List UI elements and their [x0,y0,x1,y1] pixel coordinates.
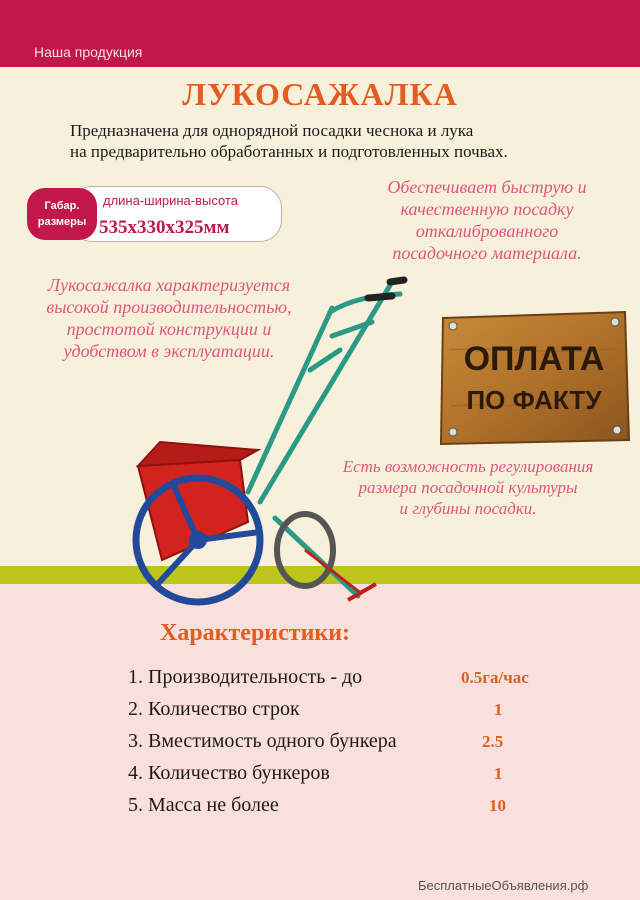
note-fast-planting [356,176,618,264]
spec-label: 5. Масса не более [128,794,279,816]
note-line: и глубины посадки. [399,499,537,518]
specs-title: Характеристики: [160,620,351,646]
note-line: высокой производительностью, [46,297,292,317]
note-line: посадочного материала. [392,243,582,263]
note-line: простотой конструкции и [66,319,272,339]
note-line: размера посадочной культуры [358,478,578,497]
note-adjustment [300,456,636,519]
note-line: Есть возможность регулирования [342,457,594,476]
planter-illustration [100,270,440,610]
note-line: Лукосажалка характеризуется [47,275,291,295]
note-line: Обеспечивает быструю и [387,177,587,197]
badge-line: Габар. [44,200,80,212]
watermark-text: БесплатныеОбъявления.рф [418,878,589,893]
dimensions-caption: длина-ширина-высота [103,193,238,208]
sign-line-2: ПО ФАКТУ [466,385,602,415]
note-line: удобством в эксплуатации. [63,341,275,361]
spec-value: 1 [494,700,503,719]
header-bar [0,0,640,67]
dimensions-badge [27,188,97,240]
description-line: на предварительно обработанных и подготовленных почвах. [70,142,508,161]
note-line: качественную посадку [400,199,574,219]
spec-label: 2. Количество строк [128,698,300,720]
spec-value: 0.5га/час [461,668,529,687]
spec-label: 1. Производительность - до [128,666,363,688]
sign-line-1: ОПЛАТА [463,340,605,378]
spec-label: 3. Вместимость одного бункера [128,730,397,752]
note-line: откалиброванного [415,221,559,241]
product-title: ЛУКОСАЖАЛКА [182,76,458,112]
spec-value: 2.5 [482,732,504,751]
description-line: Предназначена для однорядной посадки чеснока и лука [70,121,474,140]
dimensions-value: 535x330x325мм [99,217,230,238]
spec-value: 1 [494,764,503,783]
product-description [70,120,630,162]
spec-label: 4. Количество бункеров [128,762,330,784]
spec-value: 10 [489,796,506,815]
badge-line: размеры [37,216,87,228]
section-label: Наша продукция [34,44,143,60]
